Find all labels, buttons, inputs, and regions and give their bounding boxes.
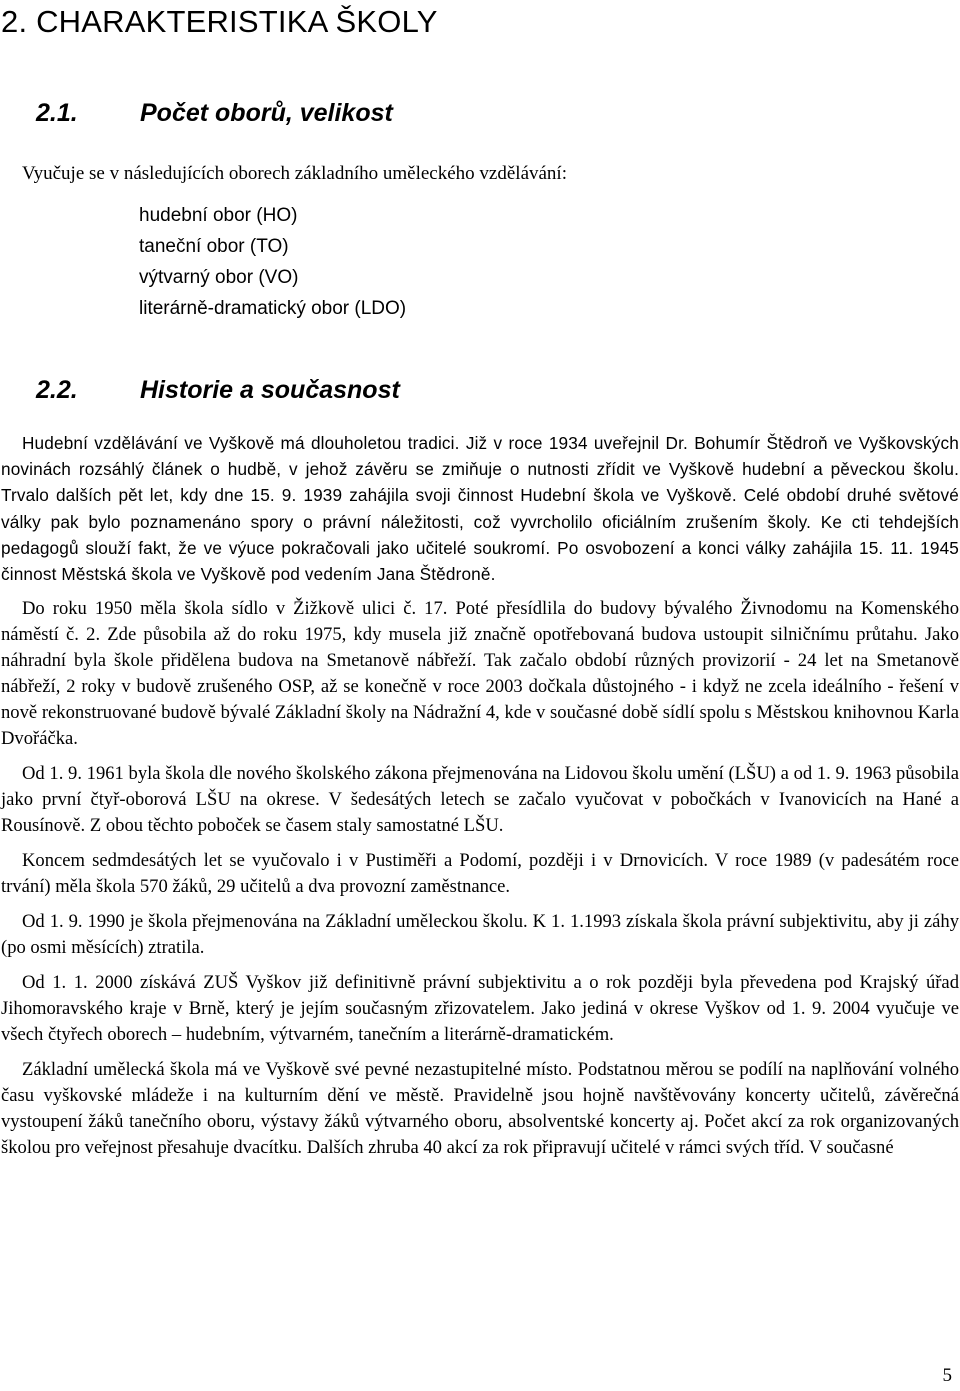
section-number: 2.1. [36,99,78,127]
paragraph: Hudební vzdělávání ve Vyškově má dlouholetou tradici. Již v roce 1934 uveřejnil Dr. Bohumír Štědroň ve Vyškovských novinách rozsáhlý článek o hudbě, v jehož závěru se zmiňuje o nutnosti zřídit ve Vyškově hudební a pěveckou školu. Trvalo dalších pět let, kdy dne 15. 9. 1939 zahájila svoji činnost Hudební škola ve Vyškově. Celé období druhé světové války pak bylo poznamenáno spory o právní náležitosti, což vyvrcholilo oficiálním zrušením školy. Ke cti tehdejších pedagogů slouží fakt, že ve výuce pokračovali jako učitelé soukromí. Po osvobození a konci války zahájila 15. 11. 1945 činnost Městská škola ve Vyškově pod vedením Jana Štědroně. [1,433,959,585]
section-heading-1 [36,96,393,130]
paragraph: Do roku 1950 měla škola sídlo v Žižkově ulici č. 17. Poté přesídlila do budovy bývalého Živnodomu na Komenského náměstí č. 2. Zde působila až do roku 1975, kdy musela již značně opotřebovaná budova ustoupit silničnímu průtahu. Jako náhradní byla škole přidělena budova na Smetanově nábřeží. Tak začalo období různých provizorií - 24 let na Smetanově nábřeží, 2 roky v budově zrušeného OSP, až se konečně v roce 2003 dočkala důstojného - i když ne zcela ideálního - řešení v nově rekonstruované budově bývalé Základní školy na Nádražní 4, kde v současné době sídlí spolu s Městskou knihovnou Karla Dvořáčka. [1,598,959,750]
section-number: 2.2. [36,376,78,404]
paragraph: Základní umělecká škola má ve Vyškově své pevné nezastupitelné místo. Podstatnou měrou se podílí na naplňování volného času vyškovské mládeže i na kulturním dění ve městě. Pravidelně jsou hojně navštěvovány koncerty učitelů, závěrečná vystoupení žáků tanečního oboru, výstavy žáků výtvarného oboru, absolventské koncerty aj. Počet akcí za rok organizovaných školou pro veřejnost přesahuje dvacítku. Dalších zhruba 40 akcí za rok připravují učitelé v rámci svých tříd. V současné [1,1059,959,1159]
paragraph: Od 1. 1. 2000 získává ZUŠ Vyškov již definitivně právní subjektivitu a o rok později byla převedena pod Krajský úřad Jihomoravského kraje v Brně, který je jejím současným zřizovatelem. Jako jediná v okrese Vyškov od 1. 9. 2004 vyučuje ve všech čtyřech oborech – hudebním, výtvarném, tanečním a literárně-dramatickém. [1,972,959,1046]
obory-list [139,200,406,324]
list-item: hudební obor (HO) [139,205,298,226]
intro-text: Vyučuje se v následujících oborech základního uměleckého vzdělávání: [22,163,567,184]
section-heading-2 [36,373,400,407]
paragraph: Koncem sedmdesátých let se vyučovalo i v Pustiměři a Podomí, později i v Drnovicích. V roce 1989 (v padesátém roce trvání) měla škola 570 žáků, 29 učitelů a dva provozní zaměstnance. [1,850,959,898]
page-number: 5 [942,1365,952,1386]
paragraph: Od 1. 9. 1990 je škola přejmenována na Základní uměleckou školu. K 1. 1.1993 získala škola právní subjektivitu, aby ji záhy (po osmi měsících) ztratila. [1,911,959,959]
paragraph: Od 1. 9. 1961 byla škola dle nového školského zákona přejmenována na Lidovou školu umění (LŠU) a od 1. 9. 1963 působila jako první čtyř-oborová LŠU na okrese. V šedesátých letech se začalo vyučovat v pobočkách v Ivanovicích na Hané a Rousínově. Z obou těchto poboček se časem staly samostatné LŠU. [1,763,959,837]
list-item: taneční obor (TO) [139,236,289,257]
section-title: Počet oborů, velikost [140,99,393,127]
section-title: Historie a současnost [140,376,400,404]
chapter-heading: 2. CHARAKTERISTIKA ŠKOLY [1,4,438,39]
list-item: literárně-dramatický obor (LDO) [139,298,407,319]
history-text [1,430,959,1170]
list-item: výtvarný obor (VO) [139,267,299,288]
